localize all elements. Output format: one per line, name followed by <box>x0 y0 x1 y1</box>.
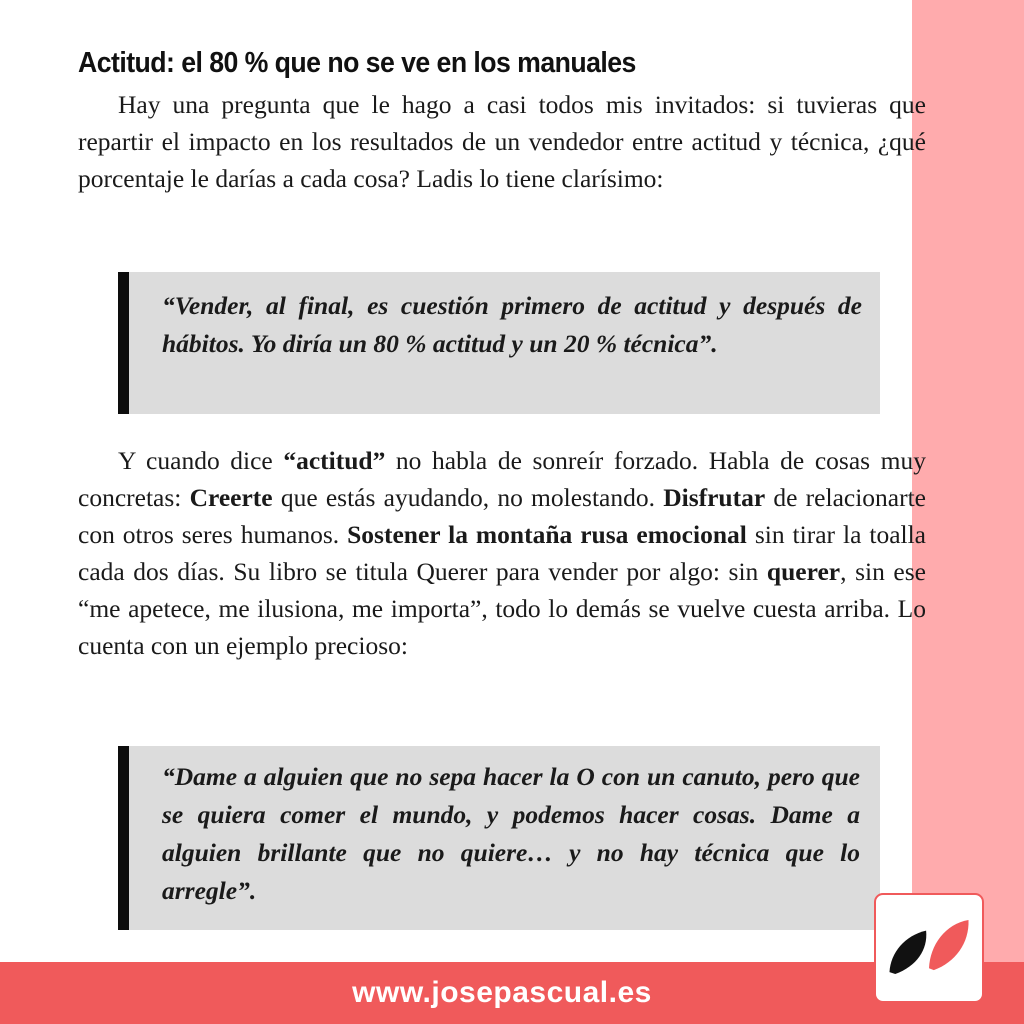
bold-actitud: “actitud” <box>283 446 386 475</box>
text-run: de relacionarte con otros seres humanos. <box>78 483 926 549</box>
brand-logo-icon <box>874 893 984 1003</box>
logo-red-shape <box>929 920 969 970</box>
bold-creerte: Creerte <box>189 483 273 512</box>
brand-logo-svg <box>876 895 982 1001</box>
blockquote-1 <box>118 272 880 414</box>
text-run: no habla de sonreír forzado. Habla de cosas muy concretas: <box>78 446 926 512</box>
text-run: Y cuando dice <box>118 446 284 475</box>
footer-url-link[interactable]: www.josepascual.es <box>352 976 652 1009</box>
blockquote-2-text: “Dame a alguien que no sepa hacer la O con un canuto, pero que se quiera comer el mundo, y podemos hacer cosas. Dame a alguien brillante que no quiere… y no hay técnica que lo arregle”. <box>162 762 860 905</box>
text-run: que estás ayudando, no molestando. <box>272 483 664 512</box>
section-heading: Actitud: el 80 % que no se ve en los manuales <box>78 47 636 80</box>
bold-montana-rusa: Sostener la montaña rusa emocional <box>347 520 747 549</box>
logo-dark-shape <box>889 931 926 974</box>
bold-querer: querer <box>766 557 841 586</box>
footer-bar <box>0 962 1024 1024</box>
paragraph-actitud <box>78 442 926 664</box>
side-accent-band <box>912 0 1024 962</box>
text-run: sin tirar la toalla cada dos días. Su libro se titula Querer para vender por algo: sin <box>78 520 927 586</box>
bold-disfrutar: Disfrutar <box>663 483 766 512</box>
paragraph-intro: Hay una pregunta que le hago a casi todos mis invitados: si tuvieras que repartir el impacto en los resultados de un vendedor entre actitud y técnica, ¿qué porcentaje le darías a cada cosa? Ladis lo tiene clarísimo: <box>78 90 926 193</box>
blockquote-2 <box>118 746 880 930</box>
blockquote-1-text: “Vender, al final, es cuestión primero de actitud y después de hábitos. Yo diría un 80 % actitud y un 20 % técnica”. <box>162 291 862 358</box>
text-run: , sin ese “me apetece, me ilusiona, me importa”, todo lo demás se vuelve cuesta arriba. Lo cuenta con un ejemplo precioso: <box>78 557 926 660</box>
